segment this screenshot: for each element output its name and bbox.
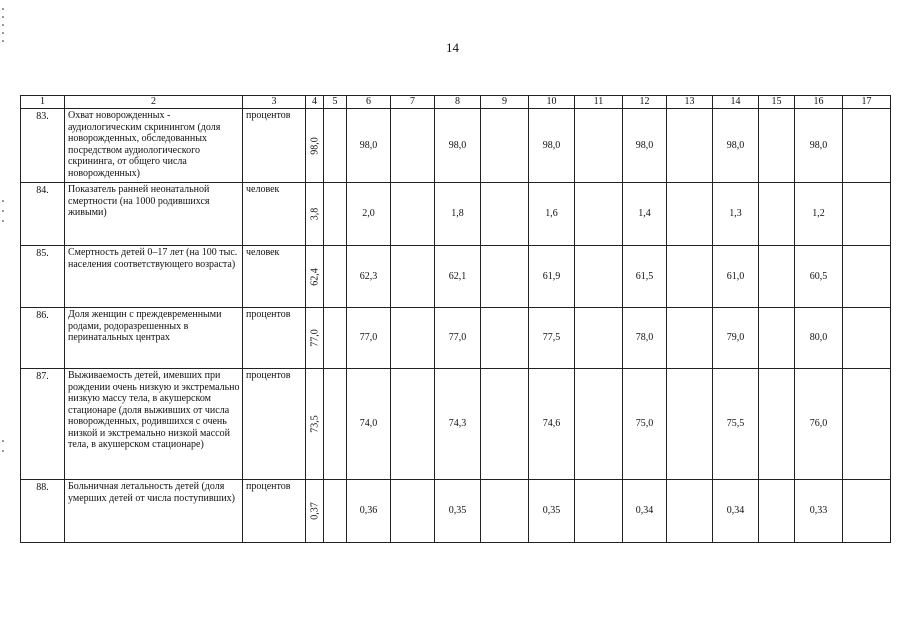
target-value-6: 2,0	[347, 183, 391, 246]
target-value-8: 62,1	[435, 246, 481, 308]
column-number-header-row	[21, 96, 891, 109]
empty-cell	[667, 369, 713, 480]
column-header-7: 7	[391, 96, 435, 109]
target-value-10: 98,0	[529, 109, 575, 183]
target-value-12: 0,34	[623, 480, 667, 543]
empty-cell	[759, 369, 795, 480]
table-row	[21, 369, 891, 480]
target-value-6: 98,0	[347, 109, 391, 183]
column-header-13: 13	[667, 96, 713, 109]
target-value-10: 74,6	[529, 369, 575, 480]
row-number: 85.	[21, 246, 65, 308]
empty-cell	[667, 109, 713, 183]
column-header-6: 6	[347, 96, 391, 109]
base-value-cell	[306, 480, 324, 543]
empty-cell	[575, 246, 623, 308]
row-number: 88.	[21, 480, 65, 543]
base-value: 62,4	[308, 267, 320, 286]
target-value-12: 78,0	[623, 308, 667, 369]
unit-of-measure: человек	[243, 183, 306, 246]
column-header-10: 10	[529, 96, 575, 109]
empty-cell	[759, 246, 795, 308]
empty-cell	[575, 369, 623, 480]
target-value-12: 98,0	[623, 109, 667, 183]
empty-cell	[481, 183, 529, 246]
empty-cell	[481, 246, 529, 308]
base-value: 98,0	[308, 136, 320, 155]
target-value-14: 1,3	[713, 183, 759, 246]
column-header-16: 16	[795, 96, 843, 109]
target-value-12: 61,5	[623, 246, 667, 308]
indicator-name: Больничная летальность детей (доля умерших детей от числа поступивших)	[65, 480, 243, 543]
column-header-1: 1	[21, 96, 65, 109]
empty-cell	[481, 369, 529, 480]
target-value-8: 77,0	[435, 308, 481, 369]
empty-cell	[391, 369, 435, 480]
base-value-cell	[306, 109, 324, 183]
empty-cell	[481, 109, 529, 183]
target-value-16: 98,0	[795, 109, 843, 183]
empty-cell	[391, 109, 435, 183]
unit-of-measure: человек	[243, 246, 306, 308]
target-value-14: 0,34	[713, 480, 759, 543]
empty-cell	[481, 308, 529, 369]
target-value-12: 75,0	[623, 369, 667, 480]
empty-cell	[843, 109, 891, 183]
page-number: 14	[446, 40, 459, 55]
column-header-5: 5	[324, 96, 347, 109]
empty-cell	[391, 308, 435, 369]
indicator-name: Выживаемость детей, имевших при рождении очень низкую и экстремально низкую массу тела, в акушерском стационаре (доля выживших от числа новорожденных, родившихся с очень низкой и экстремально низкой массой тела, в акушерском стационаре)	[65, 369, 243, 480]
target-value-10: 1,6	[529, 183, 575, 246]
empty-cell	[324, 369, 347, 480]
table-row	[21, 308, 891, 369]
target-value-8: 74,3	[435, 369, 481, 480]
base-value: 3,8	[308, 207, 320, 221]
empty-cell	[391, 246, 435, 308]
empty-cell	[667, 246, 713, 308]
column-header-17: 17	[843, 96, 891, 109]
empty-cell	[391, 183, 435, 246]
empty-cell	[759, 183, 795, 246]
base-value: 0,37	[308, 502, 320, 520]
target-value-8: 0,35	[435, 480, 481, 543]
indicator-name: Показатель ранней неонатальной смертности (на 1000 родившихся живыми)	[65, 183, 243, 246]
target-value-14: 79,0	[713, 308, 759, 369]
column-header-2: 2	[65, 96, 243, 109]
empty-cell	[575, 480, 623, 543]
target-value-8: 98,0	[435, 109, 481, 183]
empty-cell	[843, 308, 891, 369]
indicator-name: Доля женщин с преждевременными родами, родоразрешенных в перинатальных центрах	[65, 308, 243, 369]
empty-cell	[759, 109, 795, 183]
column-header-12: 12	[623, 96, 667, 109]
empty-cell	[324, 246, 347, 308]
empty-cell	[324, 109, 347, 183]
base-value: 73,5	[308, 415, 320, 433]
row-number: 87.	[21, 369, 65, 480]
target-value-16: 0,33	[795, 480, 843, 543]
empty-cell	[391, 480, 435, 543]
row-number: 83.	[21, 109, 65, 183]
target-value-16: 76,0	[795, 369, 843, 480]
target-value-6: 62,3	[347, 246, 391, 308]
unit-of-measure: процентов	[243, 480, 306, 543]
table-row	[21, 109, 891, 183]
scan-margin-marks	[2, 0, 5, 640]
base-value-cell	[306, 308, 324, 369]
column-header-11: 11	[575, 96, 623, 109]
empty-cell	[759, 480, 795, 543]
column-header-4: 4	[306, 96, 324, 109]
empty-cell	[843, 480, 891, 543]
empty-cell	[667, 480, 713, 543]
column-header-14: 14	[713, 96, 759, 109]
unit-of-measure: процентов	[243, 308, 306, 369]
empty-cell	[667, 183, 713, 246]
target-value-14: 98,0	[713, 109, 759, 183]
target-value-14: 61,0	[713, 246, 759, 308]
empty-cell	[324, 183, 347, 246]
table-row	[21, 480, 891, 543]
empty-cell	[843, 183, 891, 246]
base-value-cell	[306, 369, 324, 480]
table-row	[21, 246, 891, 308]
column-header-8: 8	[435, 96, 481, 109]
empty-cell	[324, 308, 347, 369]
target-value-10: 77,5	[529, 308, 575, 369]
table-row	[21, 183, 891, 246]
target-value-10: 0,35	[529, 480, 575, 543]
target-value-12: 1,4	[623, 183, 667, 246]
empty-cell	[667, 308, 713, 369]
row-number: 86.	[21, 308, 65, 369]
empty-cell	[843, 246, 891, 308]
unit-of-measure: процентов	[243, 109, 306, 183]
target-value-6: 74,0	[347, 369, 391, 480]
row-number: 84.	[21, 183, 65, 246]
target-value-16: 60,5	[795, 246, 843, 308]
empty-cell	[575, 308, 623, 369]
target-value-16: 80,0	[795, 308, 843, 369]
indicator-name: Охват новорожденных - аудиологическим скринингом (доля новорожденных, обследованных посредством аудиологического скрининга, от общего числа новорожденных)	[65, 109, 243, 183]
empty-cell	[575, 183, 623, 246]
empty-cell	[324, 480, 347, 543]
empty-cell	[843, 369, 891, 480]
empty-cell	[759, 308, 795, 369]
target-value-6: 77,0	[347, 308, 391, 369]
target-value-10: 61,9	[529, 246, 575, 308]
base-value-cell	[306, 183, 324, 246]
empty-cell	[481, 480, 529, 543]
target-value-6: 0,36	[347, 480, 391, 543]
target-value-16: 1,2	[795, 183, 843, 246]
column-header-15: 15	[759, 96, 795, 109]
target-value-14: 75,5	[713, 369, 759, 480]
unit-of-measure: процентов	[243, 369, 306, 480]
target-value-8: 1,8	[435, 183, 481, 246]
column-header-9: 9	[481, 96, 529, 109]
base-value: 77,0	[308, 329, 320, 347]
empty-cell	[575, 109, 623, 183]
indicator-name: Смертность детей 0–17 лет (на 100 тыс. населения соответствующего возраста)	[65, 246, 243, 308]
base-value-cell	[306, 246, 324, 308]
indicator-table	[20, 95, 891, 543]
column-header-3: 3	[243, 96, 306, 109]
